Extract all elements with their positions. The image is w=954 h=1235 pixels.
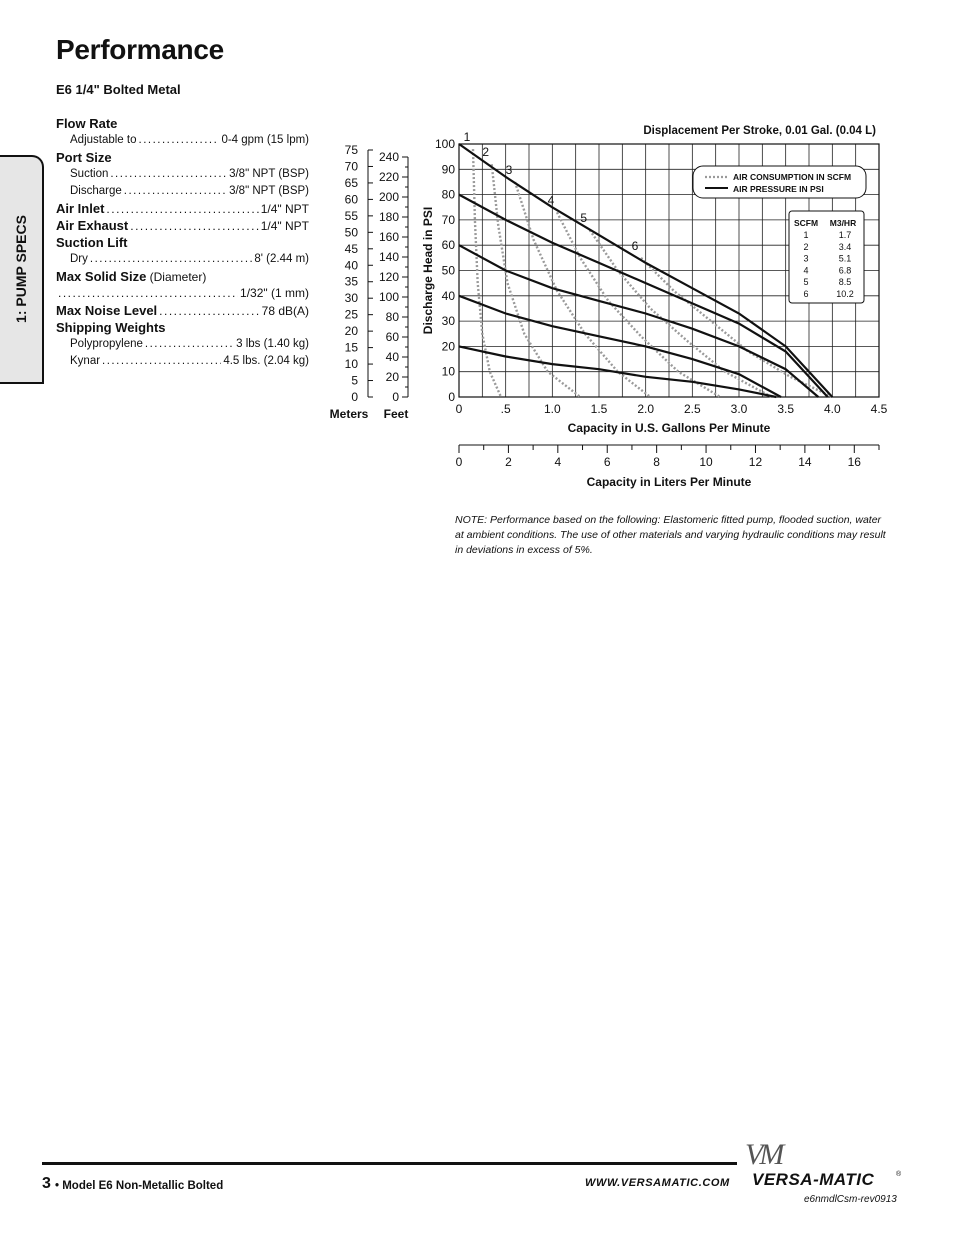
scfm-table-header: SCFM [793, 218, 819, 228]
meters-tick-label: 40 [344, 258, 358, 273]
y-tick-label: 10 [441, 364, 455, 379]
spec-value: 8' (2.44 m) [254, 253, 309, 265]
y-tick-label: 80 [441, 187, 455, 202]
spec-label: Air Inlet [56, 201, 105, 216]
footer-rule [42, 1162, 737, 1165]
x-tick-label: 0 [455, 402, 463, 416]
feet-tick-label: 160 [378, 230, 399, 244]
meters-tick-label: 5 [351, 373, 358, 388]
feet-tick-label: 40 [385, 350, 399, 364]
x-tick-label: 2.0 [637, 402, 655, 416]
scfm-table-cell: 10.2 [836, 289, 854, 299]
spec-value: 1/4" NPT [260, 202, 309, 216]
feet-tick-label: 100 [378, 290, 399, 304]
x-tick-label: 1.0 [543, 402, 561, 416]
y-tick-label: 50 [441, 263, 455, 278]
spec-heading-note: (Diameter) [146, 270, 207, 284]
spec-value: 1/4" NPT [260, 219, 309, 233]
scfm-curve-label: 3 [505, 162, 513, 177]
spec-heading-label: Suction Lift [56, 235, 128, 250]
air-consumption-curve [473, 149, 501, 397]
liters-tick-label: 12 [748, 455, 763, 469]
spec-heading-label: Flow Rate [56, 116, 118, 131]
meters-tick-label: 55 [344, 208, 358, 223]
spec-label: Kynar [70, 355, 101, 367]
y-tick-label: 90 [441, 162, 455, 177]
scfm-curve-label: 6 [631, 238, 639, 253]
feet-tick-label: 60 [385, 330, 399, 344]
x-axis-title: Capacity in U.S. Gallons Per Minute [567, 421, 771, 435]
x-tick-label: 2.5 [683, 402, 701, 416]
liters-tick-label: 8 [653, 455, 660, 469]
x-tick-label: 1.5 [590, 402, 608, 416]
meters-tick-label: 25 [344, 307, 358, 322]
scfm-curve-label: 5 [580, 211, 588, 226]
scfm-table-cell: 4 [803, 265, 809, 276]
scfm-curve-label: 1 [463, 130, 471, 145]
spec-value: 3/8" NPT (BSP) [229, 168, 309, 180]
meters-tick-label: 65 [344, 175, 358, 190]
meters-tick-label: 45 [344, 241, 358, 256]
feet-tick-label: 200 [378, 190, 399, 204]
scfm-table-cell: 6 [803, 289, 809, 299]
spec-label: Max Noise Level [56, 303, 158, 318]
performance-note: NOTE: Performance based on the following: Elastomeric fitted pump, flooded suction, water at ambient conditions. The use of other materials and varying hydraulic conditions may result in deviations in excess of 5%. [455, 514, 886, 556]
spec-value: 0-4 gpm (15 lpm) [221, 134, 309, 146]
y-tick-label: 0 [448, 390, 455, 404]
y-tick-label: 40 [441, 288, 455, 303]
meters-tick-label: 0 [351, 390, 358, 404]
scfm-table-cell: 3 [803, 253, 809, 264]
feet-axis-title: Feet [383, 407, 409, 421]
spec-value: 3 lbs (1.40 kg) [236, 338, 309, 350]
meters-tick-label: 30 [344, 291, 358, 306]
scfm-table-cell: 8.5 [838, 277, 852, 288]
scfm-table-cell: 6.8 [838, 265, 852, 276]
x-tick-label: 3.0 [730, 402, 748, 416]
spec-value: 4.5 lbs. (2.04 kg) [223, 355, 309, 367]
spec-value: 3/8" NPT (BSP) [229, 185, 309, 197]
scfm-table-cell: 3.4 [838, 241, 852, 252]
meters-tick-label: 35 [344, 274, 358, 289]
y-tick-label: 30 [441, 314, 455, 329]
liters-tick-label: 0 [455, 455, 463, 469]
feet-tick-label: 0 [392, 390, 399, 404]
spec-value: 1/32" (1 mm) [240, 286, 309, 300]
scfm-table-cell: 5.1 [838, 253, 852, 264]
page-number: 3 [42, 1175, 51, 1192]
feet-tick-label: 120 [378, 270, 399, 284]
spec-label: Air Exhaust [56, 218, 129, 233]
chart-title: Displacement Per Stroke, 0.01 Gal. (0.04 L) [643, 125, 876, 137]
x-tick-label: 4.0 [823, 402, 841, 416]
spec-heading-label: Shipping Weights [56, 320, 166, 335]
page-title: Performance [56, 34, 224, 65]
spec-label: Polypropylene [70, 338, 143, 350]
section-tab-label: 1: PUMP SPECS [13, 215, 29, 323]
spec-heading-label: Max Solid Size [56, 269, 147, 284]
liters-tick-label: 16 [847, 455, 861, 469]
spec-heading-label: Port Size [56, 150, 112, 165]
meters-tick-label: 15 [344, 340, 358, 355]
liters-axis-title: Capacity in Liters Per Minute [586, 475, 752, 489]
feet-tick-label: 20 [385, 370, 399, 384]
feet-tick-label: 80 [385, 310, 399, 324]
y-tick-label: 70 [441, 212, 455, 227]
y-axis-title: Discharge Head in PSI [421, 206, 435, 335]
liters-tick-label: 6 [603, 455, 611, 469]
scfm-curve-label: 4 [547, 193, 555, 208]
scfm-curve-label: 2 [482, 145, 490, 160]
feet-tick-label: 240 [378, 150, 399, 164]
meters-tick-label: 75 [344, 143, 358, 157]
scfm-table-cell: 1.7 [838, 230, 852, 240]
scfm-table-header: M3/HR [829, 218, 857, 228]
spec-label: Suction [70, 168, 109, 180]
y-tick-label: 100 [434, 137, 455, 151]
legend-label: AIR CONSUMPTION IN SCFM [733, 172, 852, 182]
meters-tick-label: 60 [344, 192, 358, 207]
brand-logo: VERSA-MATIC [752, 1170, 875, 1189]
feet-tick-label: 140 [378, 250, 399, 264]
feet-tick-label: 180 [378, 210, 399, 224]
liters-tick-label: 14 [798, 455, 812, 469]
y-tick-label: 20 [441, 339, 455, 354]
document-code: e6nmdlCsm-rev0913 [804, 1194, 897, 1205]
footer-model: • Model E6 Non-Metallic Bolted [55, 1180, 224, 1192]
footer-website-link[interactable]: WWW.VERSAMATIC.COM [585, 1177, 730, 1189]
brand-logo-mark: VM [745, 1138, 781, 1171]
meters-tick-label: 70 [344, 159, 358, 174]
x-tick-label: 3.5 [777, 402, 795, 416]
model-subtitle: E6 1/4" Bolted Metal [56, 82, 181, 97]
meters-tick-label: 10 [344, 357, 358, 372]
registered-mark: ® [896, 1171, 902, 1178]
liters-tick-label: 10 [699, 455, 713, 469]
liters-tick-label: 4 [554, 455, 562, 469]
spec-label: Dry [70, 253, 88, 265]
x-tick-label: .5 [500, 402, 511, 416]
legend-label: AIR PRESSURE IN PSI [733, 184, 824, 194]
spec-value: 78 dB(A) [261, 304, 309, 318]
liters-tick-label: 2 [505, 455, 512, 469]
meters-tick-label: 20 [344, 324, 358, 339]
x-tick-label: 4.5 [870, 402, 888, 416]
scfm-table-cell: 5 [803, 277, 809, 288]
spec-label: Discharge [70, 185, 122, 197]
meters-tick-label: 50 [344, 225, 358, 240]
y-tick-label: 60 [441, 238, 455, 253]
spec-label: Adjustable to [70, 134, 137, 146]
meters-axis-title: Meters [329, 407, 369, 421]
scfm-table-cell: 1 [803, 230, 809, 240]
feet-tick-label: 220 [378, 170, 399, 184]
scfm-table-cell: 2 [803, 241, 809, 252]
